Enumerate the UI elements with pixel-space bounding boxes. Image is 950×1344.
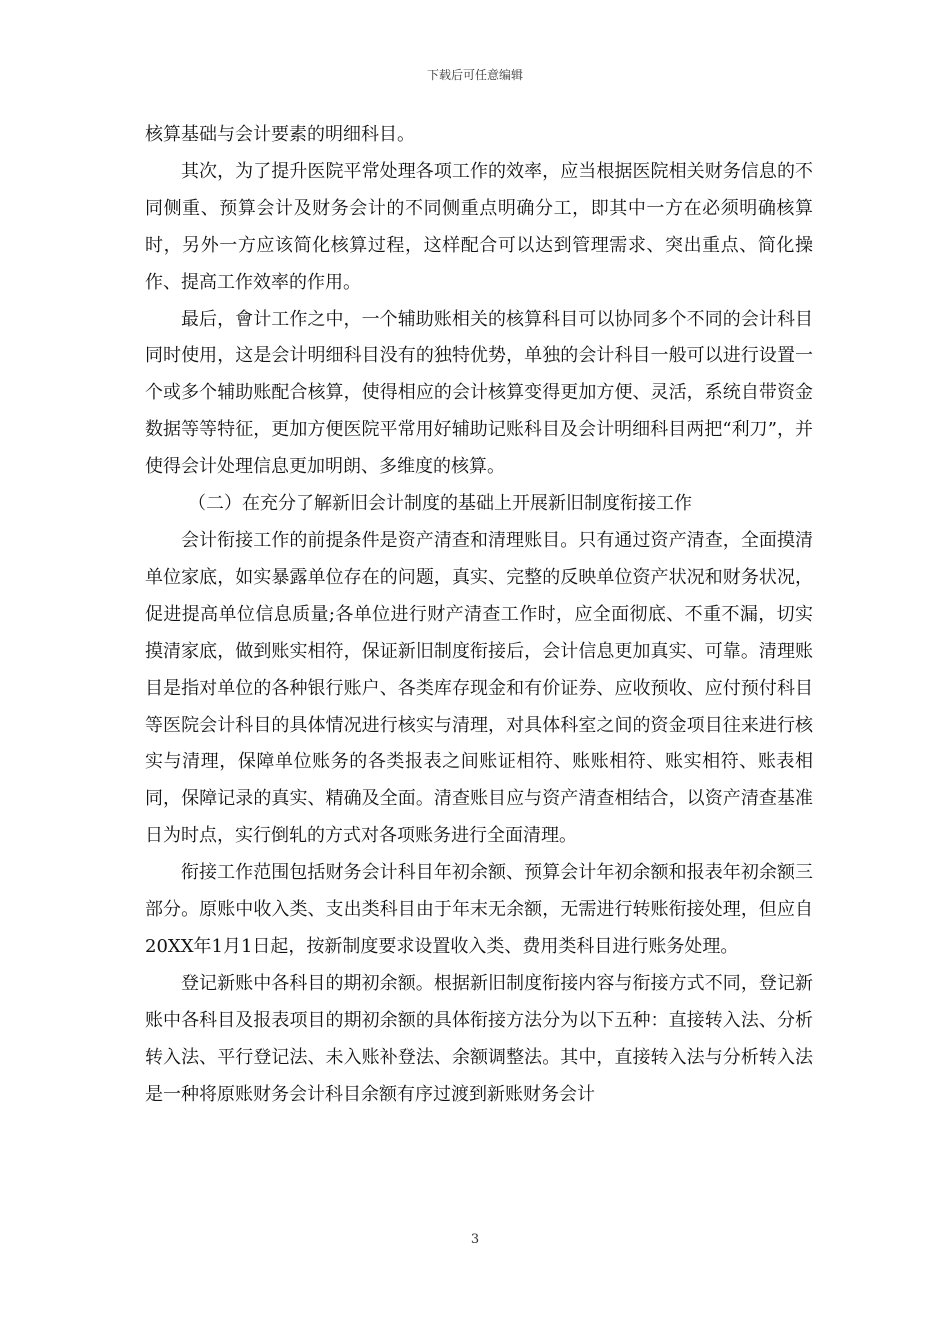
paragraph: 最后，會计工作之中，一个辅助账相关的核算科目可以协同多个不同的会计科目同时使用，这是会计明细科目没有的独特优势，单独的会计科目一般可以进行设置一个或多个辅助账配合核算，使得相应的会计核算变得更加方便、灵活，系统自带资金数据等等特征，更加方便医院平常用好辅助记账科目及会计明细科目两把“利刀”，并使得会计处理信息更加明朗、多维度的核算。: [145, 308, 813, 478]
paragraph: 核算基础与会计要素的明细科目。: [145, 124, 415, 145]
section-heading: （二）在充分了解新旧会计制度的基础上开展新旧制度衔接工作: [188, 493, 692, 515]
document-body: [145, 117, 813, 1113]
page-header: 下载后可任意编辑: [426, 68, 523, 82]
paragraph: 其次，为了提升医院平常处理各项工作的效率，应当根据医院相关财务信息的不同侧重、预算会计及财务会计的不同侧重点明确分工，即其中一方在必须明确核算时，另外一方应该简化核算过程，这样配合可以达到管理需求、突出重点、简化操作、提高工作效率的作用。: [145, 160, 813, 293]
paragraph: 衔接工作范围包括财务会计科目年初余额、预算会计年初余额和报表年初余额三部分。原账中收入类、支出类科目由于年末无余额，无需进行转账衔接处理，但应自20XX年1月1日起，按新制度要求设置收入类、费用类科目进行账务处理。: [145, 862, 813, 957]
paragraph: 登记新账中各科目的期初余额。根据新旧制度衔接内容与衔接方式不同，登记新账中各科目及报表项目的期初余额的具体衔接方法分为以下五种：直接转入法、分析转入法、平行登记法、未入账补登法、余额调整法。其中，直接转入法与分析转入法是一种将原账财务会计科目余额有序过渡到新账财务会计: [145, 972, 813, 1105]
paragraph: 会计衔接工作的前提条件是资产清查和清理账目。只有通过资产清查，全面摸清单位家底，如实暴露单位存在的问题，真实、完整的反映单位资产状况和财务状况，促进提高单位信息质量;各单位进行财产清查工作时，应全面彻底、不重不漏，切实摸清家底，做到账实相符，保证新旧制度衔接后，会计信息更加真实、可靠。清理账目是指对单位的各种银行账户、各类库存现金和有价证券、应收预收、应付预付科目等医院会计科目的具体情况进行核实与清理，对具体科室之间的资金项目往来进行核实与清理，保障单位账务的各类报表之间账证相符、账账相符、账实相符、账表相同，保障记录的真实、精确及全面。清查账目应与资产清查相结合，以资产清查基准日为时点，实行倒轧的方式对各项账务进行全面清理。: [145, 529, 813, 847]
page-number: 3: [470, 1232, 480, 1247]
